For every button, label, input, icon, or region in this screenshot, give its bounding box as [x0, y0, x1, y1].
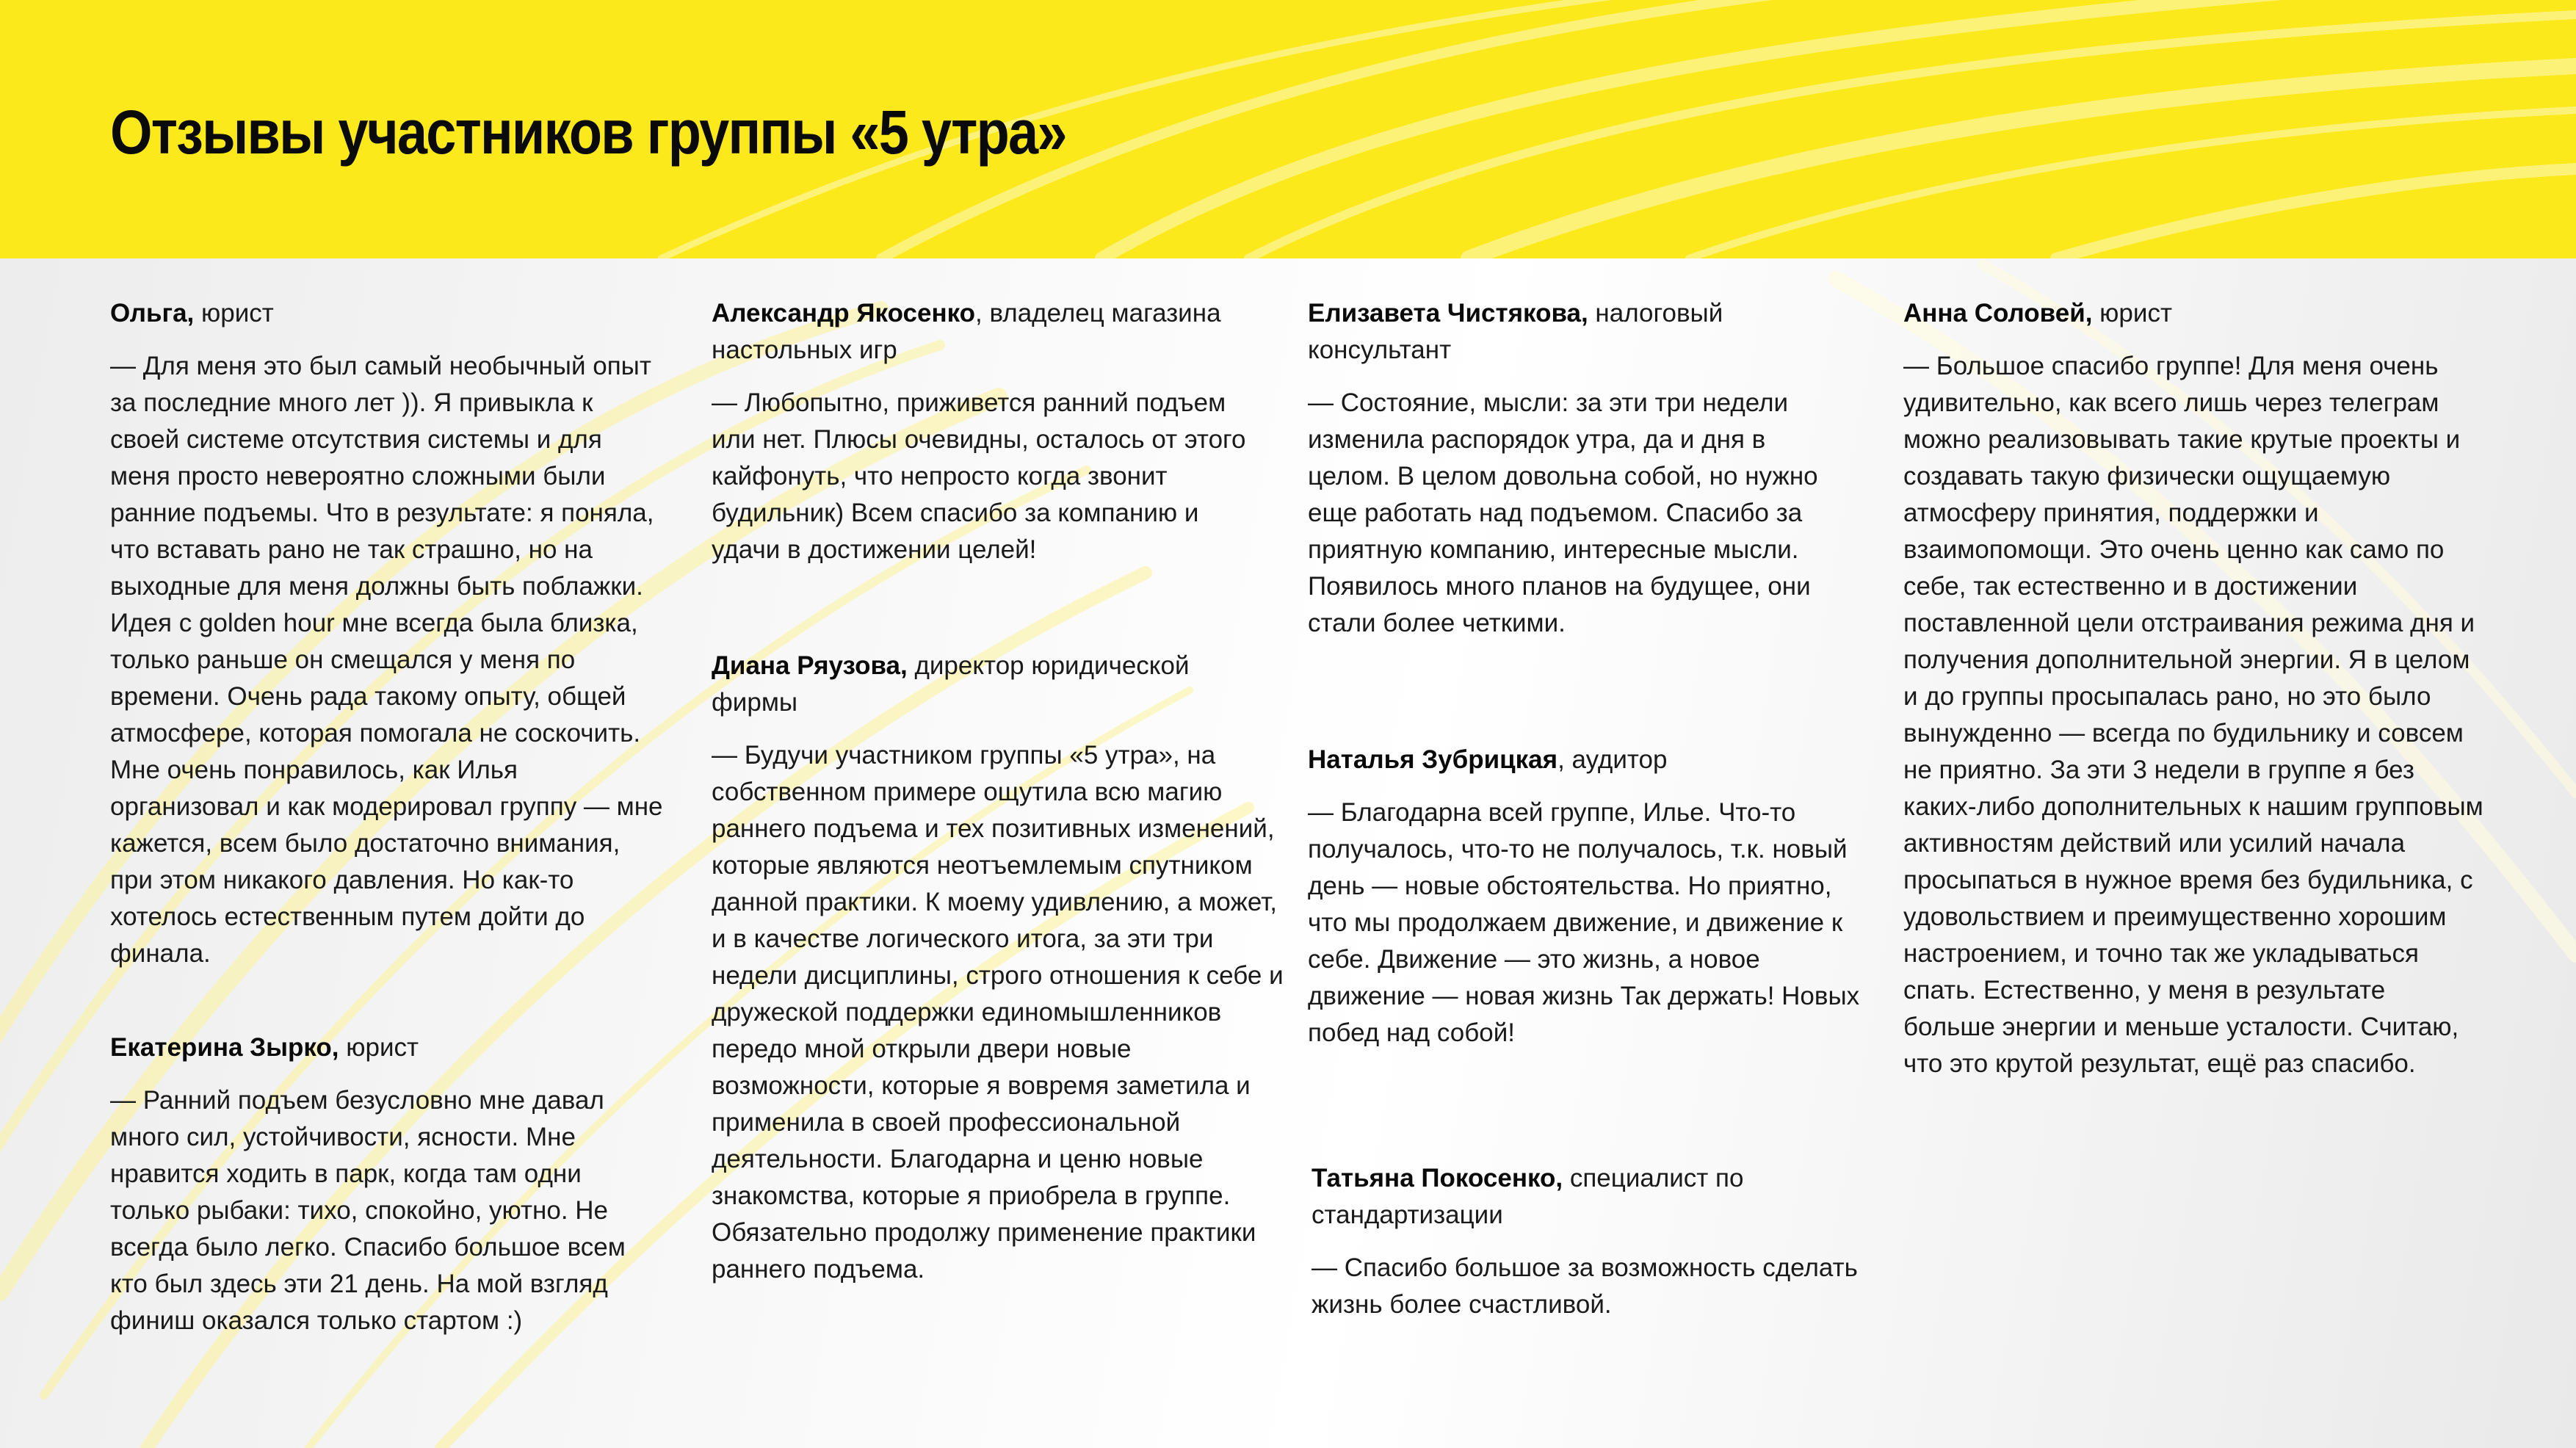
review-author-line	[712, 295, 1248, 369]
review-author-line	[1308, 295, 1822, 369]
review-author-name: Елизавета Чистякова,	[1308, 299, 1588, 327]
review-author-line	[110, 295, 683, 332]
review-tatyana	[1311, 1160, 1884, 1323]
review-ekaterina	[110, 1029, 683, 1339]
review-text: — Любопытно, приживется ранний подъем или нет. Плюсы очевидны, осталось от этого кайфонуть, что непросто когда звонит будильник) Всем спасибо за компанию и удачи в достижении целей!	[712, 388, 1246, 564]
review-author-line	[1903, 295, 2476, 332]
review-text: — Спасибо большое за возможность сделать жизнь более счастливой.	[1311, 1253, 1858, 1319]
review-author-name: Татьяна Покосенко,	[1311, 1164, 1563, 1192]
review-anna	[1903, 295, 2483, 1082]
review-author-role: юрист	[2092, 299, 2172, 327]
review-author-role: юрист	[339, 1033, 419, 1062]
review-author-name: Александр Якосенко	[712, 299, 976, 327]
review-diana	[712, 648, 1284, 1288]
review-text: — Благодарна всей группе, Илье. Что-то получалось, что-то не получалось, т.к. новый день — новые обстоятельства. Но приятно, что мы продолжаем движение, и движение к себе. Движение — это жизнь, а новое движение — новая жизнь Так держать! Новых побед над собой!	[1308, 798, 1860, 1047]
review-author-name: Диана Ряузова,	[712, 651, 908, 680]
review-text: — Большое спасибо группе! Для меня очень удивительно, как всего лишь через телеграм можно реализовывать такие крутые проекты и создавать такую физически ощущаемую атмосферу принятия, поддержки и взаимопомощи. Это очень ценно как само по себе, так естественно и в достижении поставленной цели отстраивания режима дня и получения дополнительной энергии. Я в целом и до группы просыпалась рано, но это было вынужденно — всегда по будильнику и совсем не приятно. За эти 3 недели в группе я без каких-либо дополнительных к нашим групповым активностям действий или усилий начала просыпаться в нужное время без будильника, с удовольствием и преимущественно хорошим настроением, и точно так же укладываться спать. Естественно, у меня в результате больше энергии и меньше усталости. Считаю, что это крутой результат, ещё раз спасибо.	[1903, 352, 2483, 1078]
review-author-role: юрист	[194, 299, 274, 327]
review-author-line	[1308, 742, 1881, 778]
review-olga	[110, 295, 683, 972]
review-author-name: Анна Соловей,	[1903, 299, 2093, 327]
review-elizaveta	[1308, 295, 1881, 642]
review-text: — Будучи участником группы «5 утра», на собственном примере ощутила всю магию раннего подъема и тех позитивных изменений, которые являются неотъемлемым спутником данной практики. К моему удивлению, а может, и в качестве логического итога, за эти три недели дисциплины, строго отношения к себе и дружеской поддержки единомышленников передо мной открыли двери новые возможности, которые я вовремя заметила и применила в своей профессиональной деятельности. Благодарна и ценю новые знакомства, которые я приобрела в группе. Обязательно продолжу применение практики раннего подъема.	[712, 741, 1284, 1284]
review-natalya	[1308, 742, 1881, 1051]
review-author-line	[110, 1029, 683, 1066]
review-author-role: специалист по стандартизации	[1311, 1164, 1744, 1229]
page-title: Отзывы участников группы «5 утра»	[110, 98, 1066, 167]
review-text: — Для меня это был самый необычный опыт за последние много лет )). Я привыкла к своей системе отсутствия системы и для меня просто невероятно сложными были ранние подъемы. Что в результате: я поняла, что вставать рано не так страшно, но на выходные для меня должны быть поблажки. Идея с golden hour мне всегда была близка, только раньше он смещался у меня по времени. Очень рада такому опыту, общей атмосфере, которая помогала не соскочить. Мне очень понравилось, как Илья организовал и как модерировал группу — мне кажется, всем было достаточно внимания, при этом никакого давления. Но как-то хотелось естественным путем дойти до финала.	[110, 352, 663, 968]
header-band	[0, 0, 2576, 258]
review-author-line	[1311, 1160, 1826, 1234]
review-author-role: , аудитор	[1557, 745, 1668, 774]
review-text: — Состояние, мысли: за эти три недели изменила распорядок утра, да и дня в целом. В целом довольна собой, но нужно еще работать над подъемом. Спасибо за приятную компанию, интересные мысли. Появилось много планов на будущее, они стали более четкими.	[1308, 388, 1818, 637]
review-author-line	[712, 648, 1240, 721]
review-text: — Ранний подъем безусловно мне давал много сил, устойчивости, ясности. Мне нравится ходить в парк, когда там одни только рыбаки: тихо, спокойно, уютно. Не всегда было легко. Спасибо большое всем кто был здесь эти 21 день. На мой взгляд финиш оказался только стартом :)	[110, 1086, 626, 1335]
review-author-role: директор юридической фирмы	[712, 651, 1190, 717]
review-author-role: налоговый консультант	[1308, 299, 1723, 364]
review-author-role: , владелец магазина настольных игр	[712, 299, 1221, 364]
review-aleksandr	[712, 295, 1284, 568]
review-author-name: Ольга,	[110, 299, 195, 327]
review-author-name: Наталья Зубрицкая	[1308, 745, 1558, 774]
review-author-name: Екатерина Зырко,	[110, 1033, 339, 1062]
